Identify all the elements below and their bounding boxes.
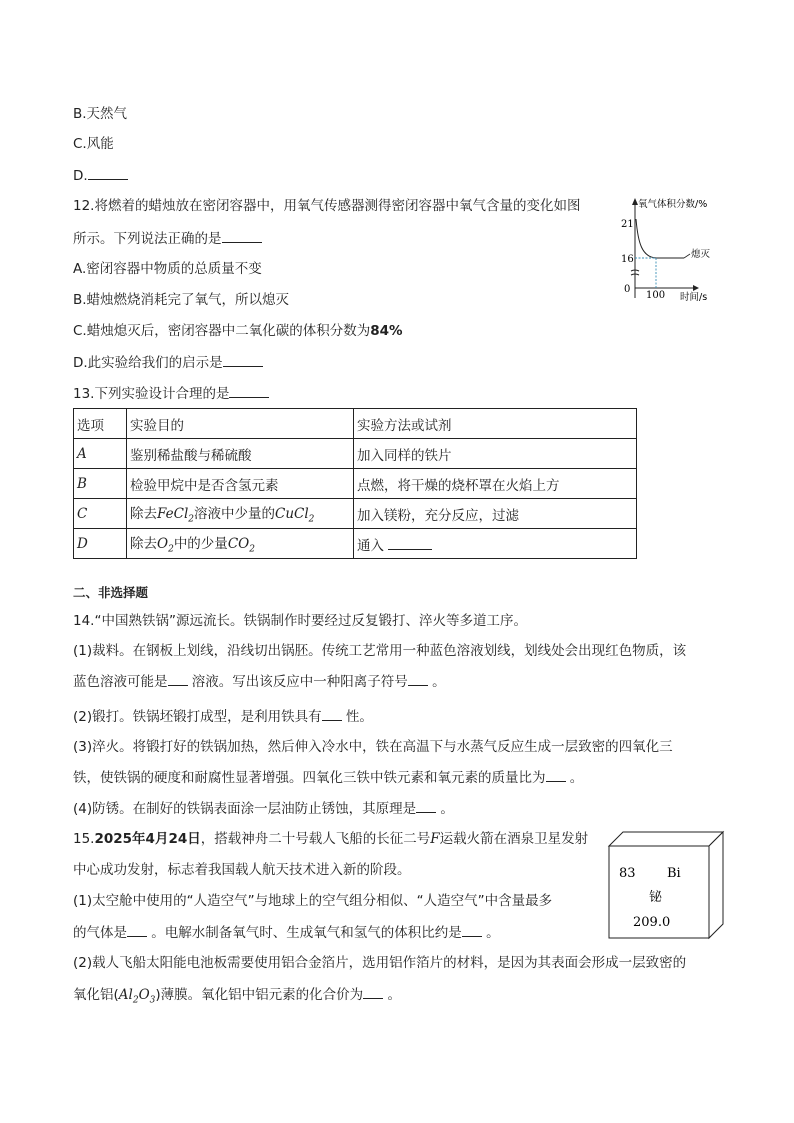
- q14-p3-line1: (3)淬火。将锻打好的铁锅加热，然后伸入冷水中，铁在高温下与水蒸气反应生成一层致密的四氧化三: [73, 739, 673, 755]
- experiment-table: [73, 408, 637, 559]
- answer-blank[interactable]: [546, 767, 566, 782]
- q12-option-b: B.蜡烛燃烧消耗完了氧气，所以熄灭: [73, 292, 290, 308]
- x-axis-arrow: [693, 285, 699, 291]
- goal-cell: 除去FeCl$_2$溶液中少量的CuCl$_2$: [127, 499, 354, 529]
- q15-p2-line2: 氧化铝$(Al_2O_3)$薄膜。氧化铝中铝元素的化合价为 。: [73, 984, 401, 1011]
- answer-blank[interactable]: [416, 798, 436, 813]
- origin-label: 0: [624, 284, 631, 295]
- q12-option-a: A.密闭容器中物质的总质量不变: [73, 261, 262, 277]
- option-c: C.风能: [73, 136, 114, 152]
- x-tick-100: 100: [646, 290, 666, 301]
- header-goal: 实验目的: [127, 409, 354, 439]
- q13-stem: 13.下列实验设计合理的是: [73, 383, 269, 404]
- element-symbol: Bi: [667, 866, 681, 881]
- method-cell: 加入同样的铁片: [354, 439, 637, 469]
- oxygen-curve: [636, 219, 684, 258]
- goal-cell: 鉴别稀盐酸与稀硫酸: [127, 439, 354, 469]
- answer-blank[interactable]: [127, 922, 147, 937]
- method-cell: 点燃，将干燥的烧杯罩在火焰上方: [354, 469, 637, 499]
- goal-cell: 除去$O_2$中的少量$CO_2$: [127, 529, 354, 559]
- y-tick-21: 21: [621, 219, 634, 230]
- q15-line2: 中心成功发射，标志着我国载人航天技术进入新的阶段。: [73, 862, 411, 878]
- answer-blank[interactable]: [168, 671, 188, 686]
- answer-blank[interactable]: [462, 922, 482, 937]
- method-cell: 通入: [354, 529, 637, 559]
- option-b: B.天然气: [73, 106, 128, 122]
- option-label: B: [74, 469, 127, 499]
- section-title: 二、非选择题: [73, 585, 149, 600]
- option-label: A: [74, 439, 127, 469]
- option-d: D.: [73, 165, 128, 186]
- q12-option-d: D.此实验给我们的启示是: [73, 352, 263, 373]
- q12-stem-line1: 12.将燃着的蜡烛放在密闭容器中，用氧气传感器测得密闭容器中氧气含量的变化如图: [73, 198, 581, 214]
- table-row: [74, 499, 637, 529]
- answer-blank[interactable]: [363, 984, 383, 999]
- q15-line1: 15.2025年4月24日，搭载神舟二十号载人飞船的长征二号F运载火箭在酒泉卫星发射: [73, 831, 589, 847]
- atomic-mass: 209.0: [633, 915, 671, 930]
- q15-p1-line2: 的气体是 。电解水制备氧气时、生成氧气和氢气的体积比约是 。: [73, 922, 500, 943]
- table-header-row: [74, 409, 637, 439]
- q14-stem: 14.“中国熟铁锅”源远流长。铁锅制作时要经过反复锻打、淬火等多道工序。: [73, 613, 527, 629]
- x-axis-label: 时间/s: [680, 292, 708, 303]
- table-row: [74, 439, 637, 469]
- answer-blank[interactable]: [408, 671, 428, 686]
- q12-stem-line2: 所示。下列说法正确的是: [73, 228, 262, 249]
- q14-p1-line2: 蓝色溶液可能是 溶液。写出该反应中一种阳离子符号 。: [73, 671, 446, 692]
- q14-p1-line1: (1)裁料。在钢板上划线，沿线切出锅胚。传统工艺常用一种蓝色溶液划线，划线处会出现红色物质，该: [73, 643, 687, 659]
- element-name: 铋: [649, 890, 663, 905]
- y-tick-16: 16: [621, 254, 634, 265]
- answer-blank[interactable]: [229, 383, 269, 398]
- oxygen-chart: [610, 195, 730, 305]
- q14-p4: (4)防锈。在制好的铁锅表面涂一层油防止锈蚀，其原理是 。: [73, 798, 454, 819]
- q12-option-c: C.蜡烛熄灭后，密闭容器中二氧化碳的体积分数为84%: [73, 323, 403, 339]
- atomic-number: 83: [619, 866, 636, 881]
- answer-blank[interactable]: [88, 165, 128, 180]
- header-method: 实验方法或试剂: [354, 409, 637, 439]
- answer-blank[interactable]: [222, 228, 262, 243]
- table-row: [74, 529, 637, 559]
- table-row: [74, 469, 637, 499]
- q15-p1-line1: (1)太空舱中使用的“人造空气”与地球上的空气组分相似、“人造空气”中含量最多: [73, 893, 553, 909]
- answer-blank[interactable]: [322, 706, 342, 721]
- extinguish-label: 熄灭: [691, 249, 711, 260]
- q14-p3-line2: 铁，使铁锅的硬度和耐腐性显著增强。四氧化三铁中铁元素和氧元素的质量比为 。: [73, 767, 583, 788]
- answer-blank[interactable]: [388, 535, 432, 550]
- option-label: C: [74, 499, 127, 529]
- cube-side: [709, 832, 723, 938]
- q15-p2-line1: (2)载人飞船太阳能电池板需要使用铝合金箔片，选用铝作箔片的材料，是因为其表面会形成一层致密的: [73, 955, 687, 971]
- header-option: 选项: [74, 409, 127, 439]
- goal-cell: 检验甲烷中是否含氢元素: [127, 469, 354, 499]
- option-label: D: [74, 529, 127, 559]
- method-cell: 加入镁粉，充分反应，过滤: [354, 499, 637, 529]
- q14-p2: (2)锻打。铁锅坯锻打成型，是利用铁具有 性。: [73, 706, 373, 727]
- element-cell-bismuth: [605, 828, 725, 940]
- y-axis-label: 氧气体积分数/%: [638, 199, 708, 210]
- cube-top: [609, 832, 723, 846]
- answer-blank[interactable]: [223, 352, 263, 367]
- extinguish-pointer: [684, 254, 690, 258]
